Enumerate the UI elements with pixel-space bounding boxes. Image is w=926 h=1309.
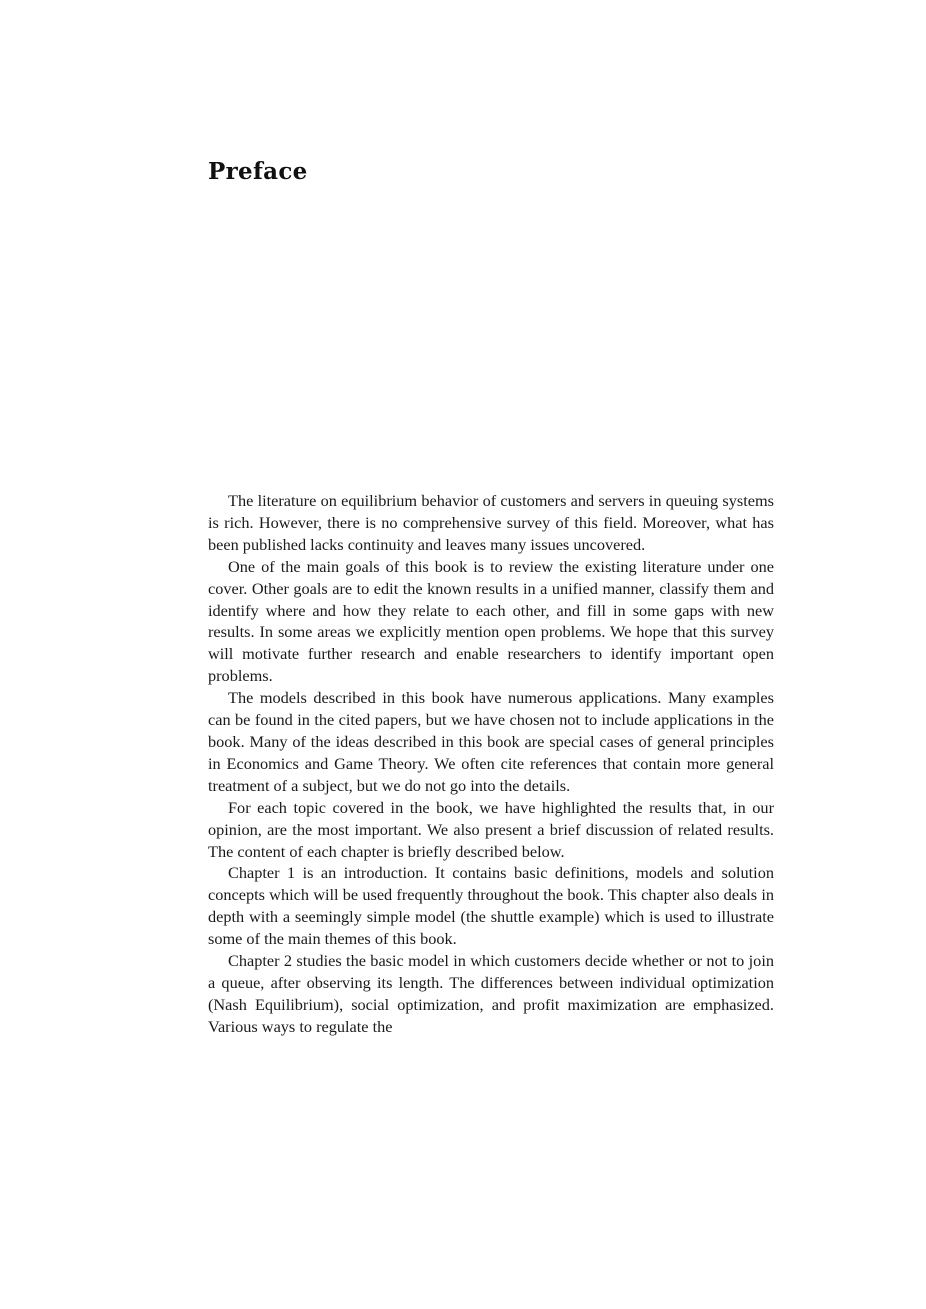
paragraph-4: For each topic covered in the book, we have highlighted the results that, in our opinion, are the most important. We also present a brief discussion of related results. The content of each chapter is briefly described below. bbox=[208, 797, 774, 861]
paragraph-2: One of the main goals of this book is to review the existing literature under one cover. Other goals are to edit the known results in a unified manner, classify them and identify where and how they relate to each other, and fill in some gaps with new results. In some areas we explicitly mention open problems. We hope that this survey will motivate further research and enable researchers to identify important open problems. bbox=[208, 556, 774, 686]
page-title: Preface bbox=[208, 158, 308, 185]
paragraph-3: The models described in this book have numerous applications. Many examples can be found in the cited papers, but we have chosen not to include applications in the book. Many of the ideas described in this book are special cases of general principles in Economics and Game Theory. We often cite references that contain more general treatment of a subject, but we do not go into the details. bbox=[208, 688, 774, 795]
paragraph-6: Chapter 2 studies the basic model in which customers decide whether or not to join a queue, after observing its length. The differences between individual optimization (Nash Equilibrium), social optimization, and profit maximization are emphasized. Various ways to regulate the bbox=[208, 951, 774, 1036]
paragraph-1: The literature on equilibrium behavior of customers and servers in queuing systems is rich. However, there is no comprehensive survey of this field. Moreover, what has been published lacks continuity and leaves many issues uncovered. bbox=[208, 491, 774, 554]
preface-body bbox=[208, 490, 774, 1038]
paragraph-5: Chapter 1 is an introduction. It contains basic definitions, models and solution concepts which will be used frequently throughout the book. This chapter also deals in depth with a seemingly simple model (the shuttle example) which is used to illustrate some of the main themes of this book. bbox=[208, 863, 774, 949]
